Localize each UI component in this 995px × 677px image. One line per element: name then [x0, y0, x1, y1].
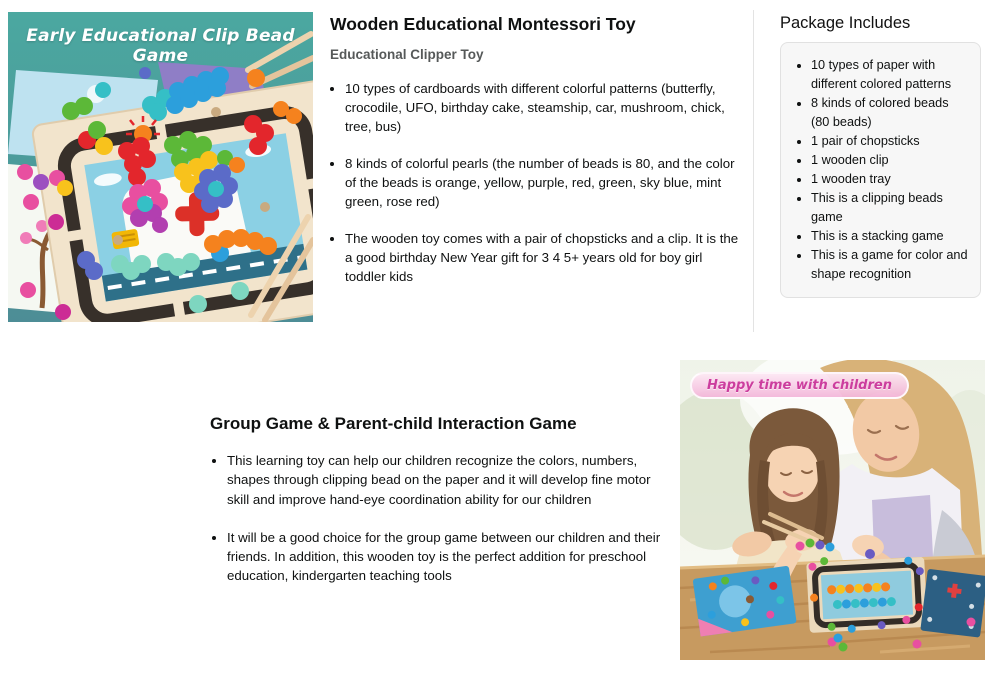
- lifestyle-photo-mother-child: [680, 360, 985, 660]
- group-game-bullet-list: [210, 451, 666, 586]
- package-item: • 1 wooden clip: [811, 151, 970, 170]
- package-item: • 10 types of paper with different colored patterns: [811, 56, 970, 94]
- product-bullet: • 10 types of cardboards with different colorful patterns (butterfly, crocodile, UFO, birthday cake, steamship, car, mushroom, chick, tree, bus): [345, 79, 742, 137]
- package-includes-title: Package Includes: [780, 14, 911, 32]
- product-bullet: • 8 kinds of colorful pearls (the number of beads is 80, and the color of the beads is orange, yellow, purple, red, green, sky blue, mint green, rose red): [345, 154, 742, 212]
- photo-banner-text: Happy time with children: [707, 378, 892, 393]
- product-bullet-list: [330, 79, 742, 287]
- vertical-divider: [753, 10, 754, 332]
- product-photo-caption: Early Educational Clip Bead Game: [26, 26, 295, 66]
- group-game-bullet: • It will be a good choice for the group game between our children and their friends. In addition, this wooden toy is the perfect addition for preschool education, kindergarten teaching tools: [227, 528, 666, 586]
- group-game-bullet: • This learning toy can help our children recognize the colors, numbers, shapes through clipping bead on the paper and it will develop fine motor skill and improve hand-eye coordination ability for our children: [227, 451, 666, 509]
- clip-bead-game-illustration: [8, 12, 313, 322]
- product-title: Wooden Educational Montessori Toy: [330, 14, 636, 34]
- package-includes-list: [785, 56, 970, 284]
- product-subtitle: Educational Clipper Toy: [330, 46, 484, 62]
- package-item: • 1 wooden tray: [811, 170, 970, 189]
- package-item: • 8 kinds of colored beads (80 beads): [811, 94, 970, 132]
- mother-child-illustration: [680, 360, 985, 660]
- package-includes-box: [780, 42, 981, 298]
- package-item: • This is a stacking game: [811, 227, 970, 246]
- product-description: [330, 14, 742, 304]
- package-includes-section: [780, 14, 981, 298]
- group-game-title: Group Game & Parent-child Interaction Game: [210, 414, 577, 433]
- package-item: • 1 pair of chopsticks: [811, 132, 970, 151]
- package-item: • This is a game for color and shape recognition: [811, 246, 970, 284]
- group-game-section: [210, 414, 666, 605]
- product-photo-clip-bead-game: [8, 12, 313, 322]
- product-bullet: • The wooden toy comes with a pair of chopsticks and a clip. It is the a good birthday New Year gift for 3 4 5+ years old for boy girl toddler kids: [345, 229, 742, 287]
- package-item: • This is a clipping beads game: [811, 189, 970, 227]
